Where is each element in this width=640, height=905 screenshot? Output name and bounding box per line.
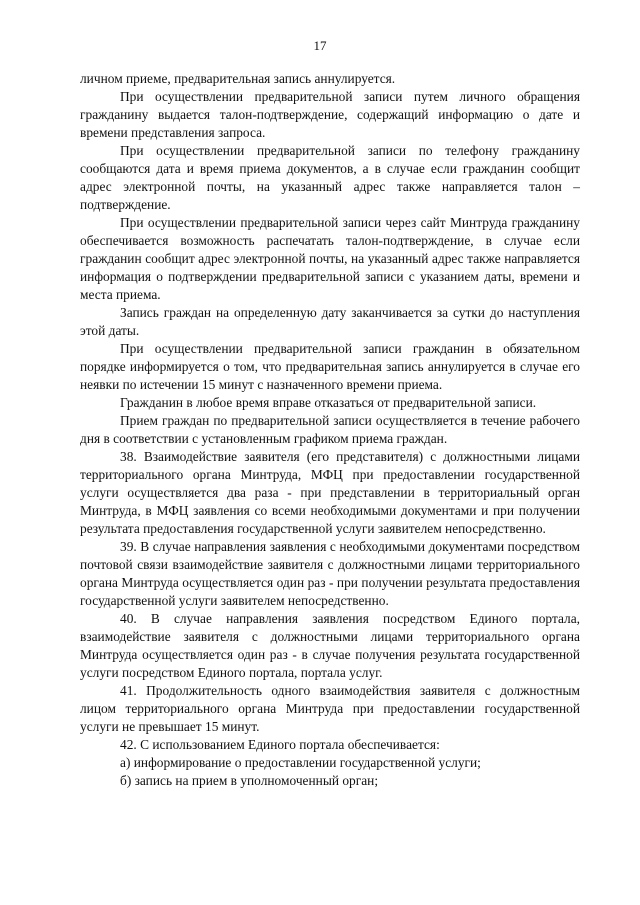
paragraph-item-38: 38. Взаимодействие заявителя (его представителя) с должностными лицами территориального органа Минтруда, МФЦ при предоставлении государственной услуги осуществляется два раза - при представлении в территориальный орган Минтруда, в МФЦ заявления со всеми необходимыми документами и при получении результата предоставления государственной услуги заявителем непосредственно. <box>80 449 580 536</box>
document-body <box>80 70 580 790</box>
paragraph: При осуществлении предварительной записи через сайт Минтруда гражданину обеспечивается возможность распечатать талон-подтверждение, в случае если гражданин сообщит адрес электронной почты, на указанный адрес также направляется информация о подтверждении предварительной записи с указанием даты, времени и места приема. <box>80 215 580 302</box>
paragraph: При осуществлении предварительной записи по телефону гражданину сообщаются дата и время приема документов, а в случае если гражданин сообщит адрес электронной почты, на указанный адрес также направляется талон – подтверждение. <box>80 143 580 212</box>
paragraph-item-39: 39. В случае направления заявления с необходимыми документами посредством почтовой связи взаимодействие заявителя с должностными лицами территориального органа Минтруда осуществляется один раз - при получении результата предоставления государственной услуги заявителем непосредственно. <box>80 539 580 608</box>
paragraph: Гражданин в любое время вправе отказаться от предварительной записи. <box>120 395 537 410</box>
list-item-b: б) запись на прием в уполномоченный орган; <box>120 773 379 788</box>
paragraph-item-41: 41. Продолжительность одного взаимодействия заявителя с должностным лицом территориального органа Минтруда при предоставлении государственной услуги не превышает 15 минут. <box>80 683 580 734</box>
paragraph: личном приеме, предварительная запись аннулируется. <box>80 71 396 86</box>
paragraph-item-42: 42. С использованием Единого портала обеспечивается: <box>120 737 440 752</box>
paragraph-item-40: 40. В случае направления заявления посредством Единого портала, взаимодействие заявителя с должностными лицами территориального органа Минтруда осуществляется один раз - в случае получения результата государственной услуги посредством Единого портала, портала услуг. <box>80 611 580 680</box>
paragraph: При осуществлении предварительной записи гражданин в обязательном порядке информируется о том, что предварительная запись аннулируется в случае его неявки по истечении 15 минут с назначенного времени приема. <box>80 341 580 392</box>
paragraph: При осуществлении предварительной записи путем личного обращения гражданину выдается талон-подтверждение, содержащий информацию о дате и времени представления запроса. <box>80 89 580 140</box>
list-item-a: а) информирование о предоставлении государственной услуги; <box>120 755 481 770</box>
paragraph: Прием граждан по предварительной записи осуществляется в течение рабочего дня в соответствии с установленным графиком приема граждан. <box>80 413 580 446</box>
page-number: 17 <box>313 38 327 53</box>
paragraph: Запись граждан на определенную дату заканчивается за сутки до наступления этой даты. <box>80 305 580 338</box>
